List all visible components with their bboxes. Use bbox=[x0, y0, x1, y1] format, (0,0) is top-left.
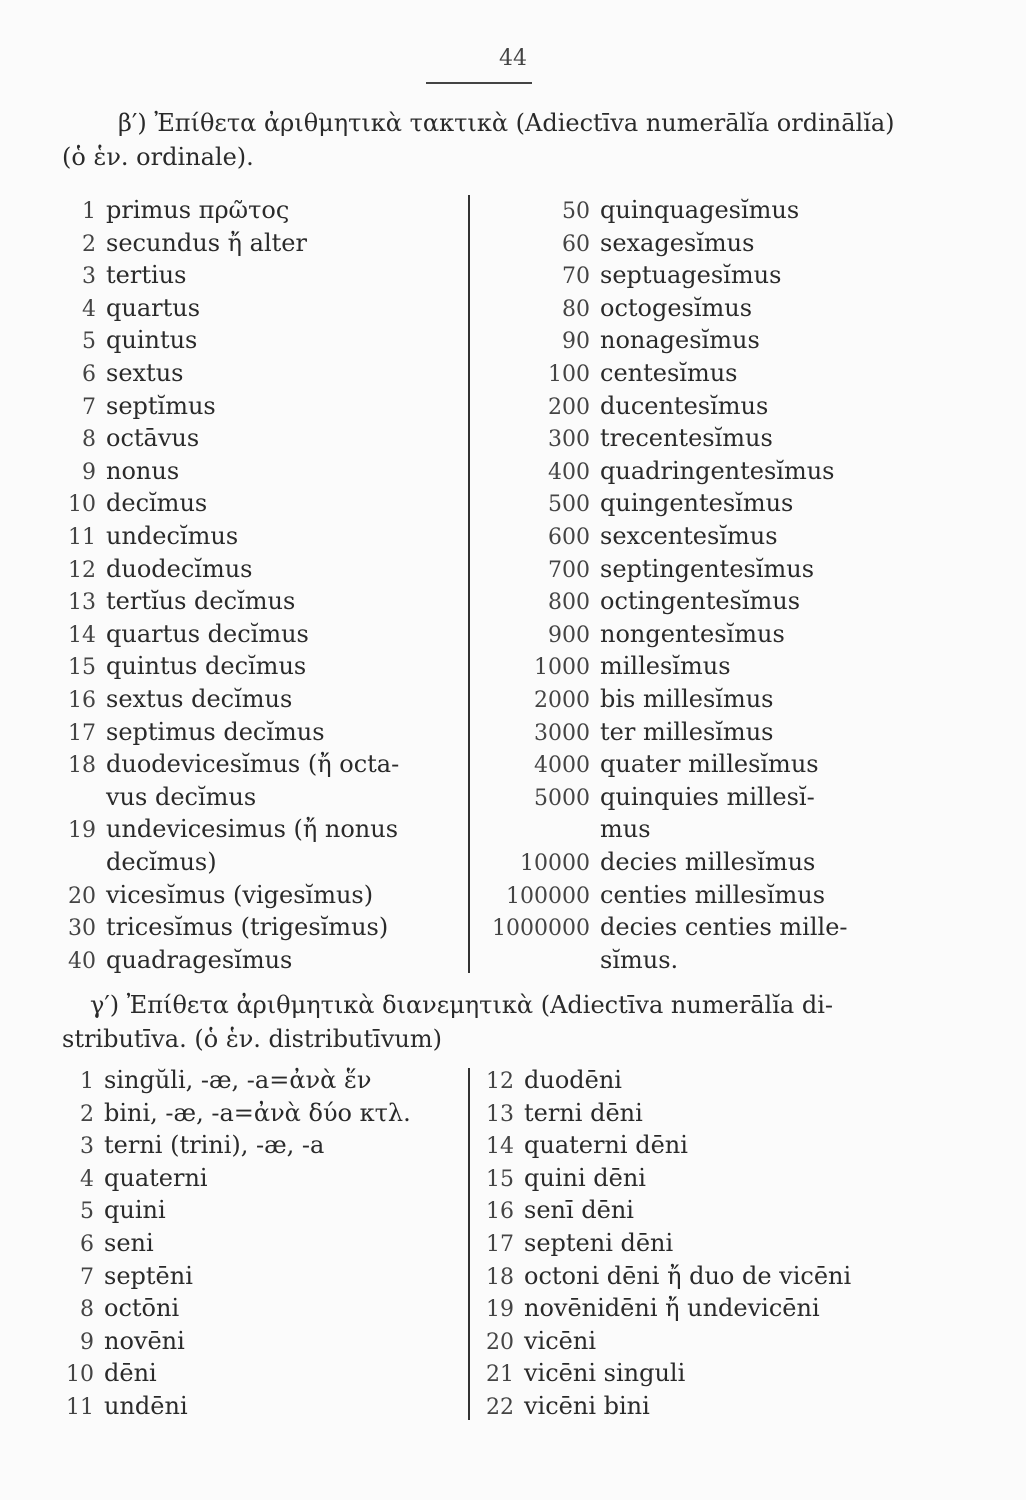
list-item-number: 60 bbox=[562, 231, 590, 257]
list-item-number: 5 bbox=[80, 1199, 94, 1225]
list-item-text: trecentesĭmus bbox=[600, 424, 773, 453]
list-item-number: 900 bbox=[548, 622, 590, 648]
list-item-number: 6 bbox=[80, 1232, 94, 1257]
list-item bbox=[470, 1228, 673, 1258]
list-item-text: centies millesĭmus bbox=[600, 880, 826, 909]
list-item-number: 13 bbox=[486, 1101, 514, 1127]
list-item-number: 15 bbox=[486, 1166, 514, 1192]
section-beta-heading bbox=[62, 106, 962, 174]
list-item bbox=[40, 554, 252, 584]
list-item-text: octōni bbox=[104, 1294, 180, 1323]
list-item bbox=[470, 847, 815, 877]
list-item-text: decies centies mille- bbox=[600, 913, 848, 942]
list-item-text: octāvus bbox=[106, 424, 200, 453]
list-item-text: sextus decĭmus bbox=[106, 685, 293, 713]
list-item-text: sexagesĭmus bbox=[600, 228, 755, 257]
list-item-number: 1000 bbox=[534, 655, 590, 681]
list-item-text: vicēni singuli bbox=[524, 1359, 686, 1388]
list-item bbox=[470, 651, 731, 681]
list-item-text: mus bbox=[600, 815, 651, 844]
list-item-number: 19 bbox=[68, 818, 96, 844]
list-item-text: quater millesĭmus bbox=[600, 750, 819, 779]
list-item bbox=[40, 521, 238, 551]
list-item-text: septēni bbox=[104, 1261, 193, 1290]
list-item bbox=[40, 945, 292, 975]
list-item-text: undēni bbox=[104, 1392, 188, 1420]
list-item-text: duodecĭmus bbox=[106, 554, 253, 583]
list-item-number: 12 bbox=[68, 557, 96, 583]
list-item bbox=[470, 814, 651, 844]
list-item-number: 20 bbox=[68, 883, 96, 909]
list-item bbox=[470, 1065, 622, 1095]
list-item bbox=[40, 880, 373, 910]
list-item bbox=[40, 717, 325, 747]
list-item-text: septeni dēni bbox=[524, 1229, 674, 1257]
list-item-text: decĭmus) bbox=[106, 848, 217, 876]
list-item-number: 80 bbox=[562, 296, 590, 322]
list-item-text: octogesĭmus bbox=[600, 293, 753, 322]
list-item-text: undevicesimus (ἤ nonus bbox=[106, 815, 399, 844]
distributive-left-column bbox=[40, 1065, 460, 1425]
list-item bbox=[470, 456, 835, 486]
list-item-number: 7 bbox=[82, 394, 96, 420]
list-item-text: septĭmus bbox=[106, 391, 216, 420]
list-item bbox=[470, 521, 778, 551]
list-item bbox=[40, 195, 289, 225]
list-item bbox=[40, 1163, 208, 1193]
list-item-text: quartus bbox=[106, 293, 201, 322]
list-item bbox=[470, 1130, 688, 1160]
list-item-number: 18 bbox=[68, 753, 96, 779]
list-item-text: septimus decĭmus bbox=[106, 717, 325, 746]
distributive-right-column bbox=[470, 1065, 900, 1425]
list-item-text: bis millesĭmus bbox=[600, 685, 774, 713]
list-item-number: 500 bbox=[548, 492, 590, 518]
list-item bbox=[470, 358, 737, 388]
list-item-text: quaterni bbox=[104, 1163, 208, 1192]
list-item-number: 9 bbox=[80, 1329, 94, 1355]
list-item bbox=[470, 1261, 851, 1291]
list-item-number: 400 bbox=[548, 459, 590, 485]
list-item-number: 8 bbox=[82, 427, 96, 453]
list-item bbox=[40, 1391, 188, 1421]
list-item-text: decĭmus bbox=[106, 489, 208, 518]
list-item-text: quintus bbox=[106, 326, 198, 355]
list-item-text: septingentesĭmus bbox=[600, 554, 815, 583]
list-item-text: tertĭus decĭmus bbox=[106, 587, 296, 616]
list-item bbox=[40, 228, 307, 258]
list-item bbox=[40, 1130, 324, 1160]
list-item-number: 16 bbox=[486, 1199, 514, 1225]
list-item bbox=[470, 260, 781, 290]
list-item-text: octingentesĭmus bbox=[600, 587, 801, 616]
list-item bbox=[40, 1358, 157, 1388]
list-item bbox=[40, 912, 388, 942]
list-item-text: vicēni bbox=[524, 1326, 597, 1355]
list-item bbox=[470, 880, 825, 910]
list-item-text: vicēni bini bbox=[524, 1392, 650, 1420]
list-item bbox=[470, 488, 793, 518]
list-item bbox=[40, 814, 398, 844]
list-item bbox=[470, 1163, 646, 1193]
list-item-text: quini dēni bbox=[524, 1163, 646, 1192]
list-item bbox=[40, 358, 183, 388]
list-item-text: undecĭmus bbox=[106, 522, 239, 550]
list-item-text: tricesĭmus (trigesĭmus) bbox=[106, 913, 389, 942]
list-item-number: 40 bbox=[68, 948, 96, 974]
list-item-text: ducentesĭmus bbox=[600, 391, 769, 420]
list-item-text: nonus bbox=[106, 456, 180, 485]
list-item-number: 1 bbox=[80, 1069, 94, 1094]
section-beta-heading-line1: β′) Ἐπίθετα ἀριθμητικὰ τακτικὰ (Adiectīva numerālĭa ordinālĭa) bbox=[118, 109, 895, 137]
list-item-number: 10 bbox=[68, 492, 96, 518]
list-item bbox=[470, 586, 800, 616]
list-item-number: 600 bbox=[548, 525, 590, 550]
list-item-number: 2 bbox=[80, 1101, 94, 1127]
list-item bbox=[40, 847, 217, 877]
list-item-number: 4 bbox=[80, 1166, 94, 1192]
list-item-number: 19 bbox=[486, 1297, 514, 1323]
page-number: 44 bbox=[499, 46, 527, 71]
list-item-text: millesĭmus bbox=[600, 652, 731, 681]
list-item bbox=[40, 619, 309, 649]
list-item-text: tertius bbox=[106, 261, 187, 290]
list-item-number: 5000 bbox=[534, 785, 590, 811]
list-item-text: quadringentesĭmus bbox=[600, 456, 835, 485]
list-item bbox=[40, 1098, 411, 1128]
list-item-number: 3 bbox=[80, 1134, 94, 1160]
list-item-number: 1000000 bbox=[492, 916, 590, 942]
list-item bbox=[40, 684, 292, 714]
list-item-number: 50 bbox=[562, 199, 590, 224]
list-item bbox=[40, 293, 200, 323]
list-item-text: decies millesĭmus bbox=[600, 848, 816, 876]
list-item-number: 11 bbox=[68, 525, 96, 550]
list-item bbox=[470, 1358, 685, 1388]
list-item-number: 4 bbox=[82, 296, 96, 322]
list-item bbox=[470, 749, 819, 779]
list-item bbox=[40, 1228, 154, 1258]
list-item-number: 3 bbox=[82, 264, 96, 290]
list-item-number: 17 bbox=[68, 720, 96, 746]
list-item-number: 90 bbox=[562, 329, 590, 355]
list-item bbox=[40, 391, 216, 421]
list-item-number: 12 bbox=[486, 1069, 514, 1094]
list-item-text: quinquagesĭmus bbox=[600, 196, 800, 224]
list-item-number: 16 bbox=[68, 688, 96, 713]
list-item-text: octoni dēni ἤ duo de vicēni bbox=[524, 1261, 852, 1290]
list-item-text: quartus decĭmus bbox=[106, 619, 309, 648]
list-item-number: 15 bbox=[68, 655, 96, 681]
list-item-text: bini, -æ, -a=ἀνὰ δύο κτλ. bbox=[104, 1098, 411, 1127]
list-item bbox=[470, 325, 760, 355]
list-item bbox=[470, 391, 768, 421]
list-item bbox=[40, 1261, 193, 1291]
list-item-text: vus decĭmus bbox=[106, 782, 257, 811]
list-item bbox=[40, 651, 306, 681]
list-item-number: 100000 bbox=[506, 883, 590, 909]
list-item-text: sĭmus. bbox=[600, 945, 679, 974]
ordinal-left-column bbox=[40, 195, 460, 975]
list-item-number: 21 bbox=[486, 1362, 514, 1388]
list-item bbox=[40, 456, 179, 486]
list-item bbox=[470, 423, 773, 453]
list-item bbox=[470, 1293, 820, 1323]
list-item bbox=[40, 325, 197, 355]
list-item-text: singŭli, -æ, -a=ἀνὰ ἕν bbox=[104, 1066, 372, 1094]
list-item-number: 8 bbox=[80, 1297, 94, 1323]
list-item-number: 11 bbox=[66, 1395, 94, 1420]
list-item-text: quini bbox=[104, 1196, 166, 1225]
list-item-text: primus πρῶτος bbox=[106, 196, 290, 224]
list-item-number: 1 bbox=[82, 199, 96, 224]
list-item-number: 70 bbox=[562, 264, 590, 290]
list-item bbox=[470, 228, 754, 258]
list-item-text: novēnidēni ἤ undevicēni bbox=[524, 1294, 820, 1323]
list-item-text: terni (trini), -æ, -a bbox=[104, 1131, 325, 1160]
list-item bbox=[470, 1098, 643, 1128]
list-item bbox=[470, 195, 799, 225]
list-item bbox=[470, 619, 785, 649]
list-item-number: 700 bbox=[548, 557, 590, 583]
list-item-text: seni bbox=[104, 1229, 154, 1257]
list-item-text: vicesĭmus (vigesĭmus) bbox=[106, 880, 374, 909]
list-item-text: nonagesĭmus bbox=[600, 326, 760, 355]
list-item-number: 9 bbox=[82, 459, 96, 485]
list-item-text: sexcentesĭmus bbox=[600, 522, 778, 550]
list-item-number: 2 bbox=[82, 231, 96, 257]
section-gamma-heading bbox=[62, 988, 962, 1056]
list-item-text: ter millesĭmus bbox=[600, 717, 774, 746]
list-item bbox=[40, 260, 186, 290]
list-item-text: quaterni dēni bbox=[524, 1131, 688, 1160]
list-item-number: 14 bbox=[486, 1134, 514, 1160]
list-item bbox=[40, 749, 399, 779]
list-item bbox=[40, 488, 207, 518]
list-item-number: 17 bbox=[486, 1232, 514, 1257]
list-item bbox=[470, 1195, 634, 1225]
ordinal-right-column bbox=[470, 195, 900, 975]
list-item-text: sextus bbox=[106, 359, 184, 387]
section-gamma-heading-line1: γ′) Ἐπίθετα ἀριθμητικὰ διανεμητικὰ (Adiectīva numerālĭa di- bbox=[90, 991, 833, 1019]
list-item-text: novēni bbox=[104, 1326, 185, 1355]
list-item-text: nongentesĭmus bbox=[600, 619, 785, 648]
list-item bbox=[470, 684, 774, 714]
list-item-number: 13 bbox=[68, 590, 96, 616]
list-item-number: 200 bbox=[548, 394, 590, 420]
list-item bbox=[40, 423, 199, 453]
list-item-number: 4000 bbox=[534, 753, 590, 779]
list-item-number: 3000 bbox=[534, 720, 590, 746]
list-item bbox=[470, 945, 678, 975]
list-item-number: 10 bbox=[66, 1362, 94, 1388]
list-item-number: 800 bbox=[548, 590, 590, 616]
list-item bbox=[470, 1391, 650, 1421]
list-item-text: quintus decĭmus bbox=[106, 652, 307, 681]
list-item-number: 18 bbox=[486, 1264, 514, 1290]
list-item-text: duodevicesĭmus (ἤ octa- bbox=[106, 750, 400, 779]
list-item-text: terni dēni bbox=[524, 1098, 643, 1127]
list-item bbox=[40, 586, 295, 616]
section-gamma-heading-line2: stributīva. (ὁ ἑν. distributīvum) bbox=[62, 1025, 442, 1053]
list-item bbox=[470, 554, 814, 584]
list-item-number: 30 bbox=[68, 916, 96, 942]
list-item bbox=[40, 1195, 166, 1225]
list-item-number: 2000 bbox=[534, 688, 590, 713]
list-item-number: 7 bbox=[80, 1264, 94, 1290]
list-item bbox=[470, 912, 848, 942]
list-item-number: 20 bbox=[486, 1329, 514, 1355]
list-item-number: 14 bbox=[68, 622, 96, 648]
page-number-rule bbox=[426, 82, 532, 84]
list-item-text: quadragesĭmus bbox=[106, 945, 293, 974]
list-item bbox=[40, 1293, 179, 1323]
list-item-text: centesĭmus bbox=[600, 359, 738, 387]
list-item-text: dēni bbox=[104, 1359, 157, 1388]
list-item-text: duodēni bbox=[524, 1066, 622, 1094]
list-item-text: quingentesĭmus bbox=[600, 489, 794, 518]
section-beta-heading-line2: (ὁ ἑν. ordinale). bbox=[62, 143, 254, 171]
list-item-text: secundus ἤ alter bbox=[106, 228, 307, 257]
list-item-number: 6 bbox=[82, 362, 96, 387]
list-item-text: senī dēni bbox=[524, 1196, 634, 1225]
list-item bbox=[40, 1065, 371, 1095]
list-item-number: 5 bbox=[82, 329, 96, 355]
list-item-number: 22 bbox=[486, 1395, 514, 1420]
list-item-number: 100 bbox=[548, 362, 590, 387]
list-item-text: septuagesĭmus bbox=[600, 261, 782, 290]
list-item bbox=[470, 717, 773, 747]
list-item bbox=[40, 1326, 185, 1356]
list-item-number: 300 bbox=[548, 427, 590, 453]
list-item-text: quinquies millesĭ- bbox=[600, 782, 815, 811]
list-item-number: 10000 bbox=[520, 851, 590, 876]
list-item bbox=[470, 293, 752, 323]
list-item bbox=[470, 1326, 596, 1356]
list-item bbox=[40, 782, 256, 812]
list-item bbox=[470, 782, 815, 812]
